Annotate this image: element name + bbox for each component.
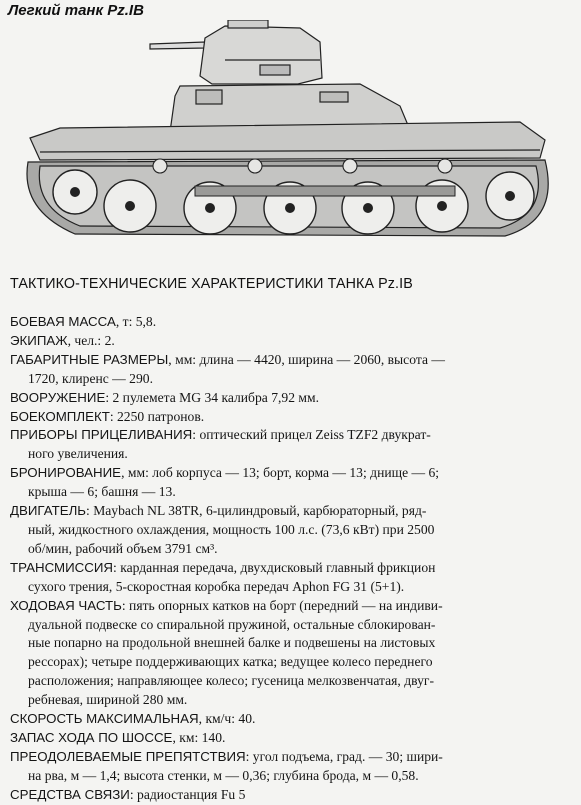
- spec-ammunition: БОЕКОМПЛЕКТ: 2250 патронов.: [10, 408, 205, 424]
- spec-transmission: ТРАНСМИССИЯ: карданная передача, двухдисковый главный фрикцион сухого трения, 5-скоростная коробка передач Aphon FG 31 (5+1).: [10, 559, 436, 594]
- tank-illustration: [0, 20, 581, 255]
- spec-communications: СРЕДСТВА СВЯЗИ: радиостанция Fu 5: [10, 786, 246, 802]
- spec-running-gear: ХОДОВАЯ ЧАСТЬ: пять опорных катков на борт (передний — на индиви- дуальной подвеске со спиральной пружиной, остальные сблокирован- ные попарно на продольной внешней балке и подвешены на листовых рессорах); четыре поддерживающих катка; ведущее колесо переднего расположения; направляющее колесо; гусеница мелкозвенчатая, двуг- ребневая, шириной 280 мм.: [10, 597, 443, 708]
- page-title: Легкий танк Pz.IB: [8, 2, 144, 19]
- spec-obstacles: ПРЕОДОЛЕВАЕМЫЕ ПРЕПЯТСТВИЯ: угол подъема, град. — 30; шири- на рва, м — 1,4; высота стенки, м — 0,36; глубина брода, м — 0,58.: [10, 748, 443, 783]
- spec-armor: БРОНИРОВАНИЕ, мм: лоб корпуса — 13; борт, корма — 13; днище — 6; крыша — 6; башня — 13.: [10, 465, 440, 500]
- spec-engine: ДВИГАТЕЛЬ: Maybach NL 38TR, 6-цилиндровый, карбюраторный, ряд- ный, жидкостного охлаждения, мощность 100 л.с. (73,6 кВт) при 2500 об/мин, рабочий объем 3791 см³.: [10, 503, 435, 556]
- spec-combat-weight: БОЕВАЯ МАССА, т: 5,8.: [10, 314, 157, 329]
- spec-crew: ЭКИПАЖ, чел.: 2.: [10, 332, 115, 348]
- spec-range: ЗАПАС ХОДА ПО ШОССЕ, км: 140.: [10, 729, 226, 745]
- spec-title: ТАКТИКО-ТЕХНИЧЕСКИЕ ХАРАКТЕРИСТИКИ ТАНКА Pz.IB: [10, 276, 413, 292]
- spec-max-speed: СКОРОСТЬ МАКСИМАЛЬНАЯ, км/ч: 40.: [10, 711, 256, 727]
- spec-dimensions: ГАБАРИТНЫЕ РАЗМЕРЫ, мм: длина — 4420, ширина — 2060, высота — 1720, клиренс — 290.: [10, 351, 445, 386]
- spec-list: [10, 313, 573, 805]
- spec-armament: ВООРУЖЕНИЕ: 2 пулемета MG 34 калибра 7,92 мм.: [10, 389, 319, 405]
- spec-sights: ПРИБОРЫ ПРИЦЕЛИВАНИЯ: оптический прицел Zeiss TZF2 двукрат- ного увеличения.: [10, 427, 431, 462]
